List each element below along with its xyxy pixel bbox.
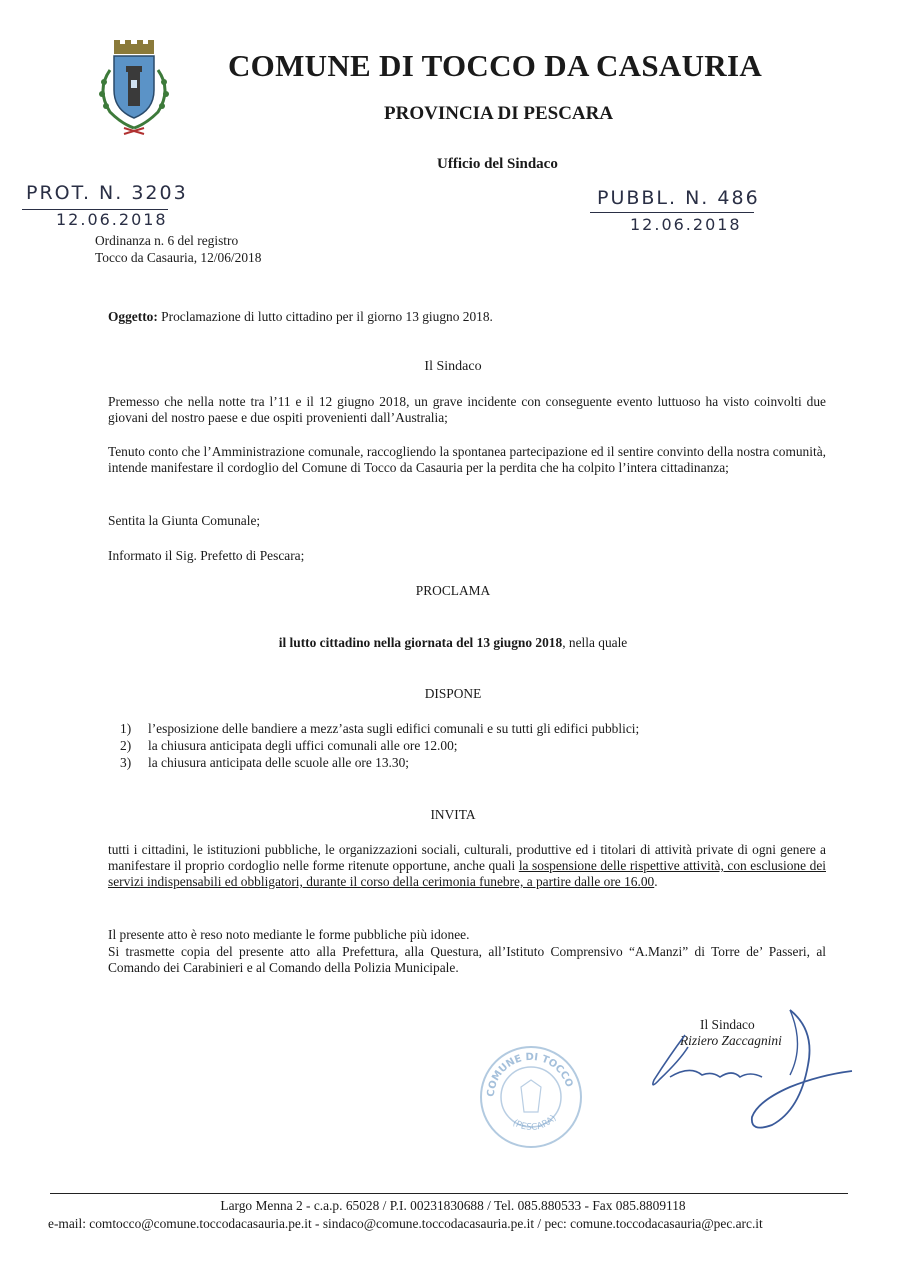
- list-item: [120, 721, 639, 737]
- closing-paragraph: Si trasmette copia del presente atto alla Prefettura, alla Questura, all’Istituto Comprensivo “A.Manzi” di Torre de’ Passeri, al Comando dei Carabinieri e al Comando della Polizia Municipale.: [108, 944, 826, 975]
- proclama-statement: [0, 635, 906, 651]
- footer-address: Largo Menna 2 - c.a.p. 65028 / P.I. 00231830688 / Tel. 085.880533 - Fax 085.8809118: [220, 1198, 686, 1213]
- dispone-heading: DISPONE: [424, 686, 482, 701]
- invita-paragraph: [108, 842, 826, 890]
- municipal-stamp: [476, 1042, 586, 1152]
- list-text: la chiusura anticipata delle scuole alle ore 13.30;: [148, 755, 410, 770]
- footer-contacts: e-mail: comtocco@comune.toccodacasauria.pe.it - sindaco@comune.toccodacasauria.pe.it / pec: comune.toccodacasauria@pec.arc.it: [48, 1216, 763, 1231]
- place-and-date: Tocco da Casauria, 12/06/2018: [95, 250, 262, 265]
- footer-divider: [50, 1193, 848, 1194]
- list-text: la chiusura anticipata degli uffici comunali alle ore 12.00;: [148, 738, 458, 753]
- handwritten-signature: [640, 1005, 870, 1140]
- handwritten-publication-date: 12.06.2018: [630, 215, 742, 234]
- list-number: 1): [120, 721, 132, 736]
- invita-underlined-text: la sospensione delle rispettive attività, con esclusione dei servizi indispensabili ed obbligatori, durante il corso della cerimonia funebre, a partire dalle ore 16.00: [108, 858, 826, 889]
- handwritten-protocol-date: 12.06.2018: [56, 210, 168, 229]
- list-item: [120, 755, 409, 771]
- office-heading: Ufficio del Sindaco: [437, 156, 558, 172]
- premise-paragraph: Premesso che nella notte tra l’11 e il 12 giugno 2018, un grave incidente con conseguente evento luttuoso ha visto coinvolti due giovani del nostro paese e due ospiti provenienti dall’Australia;: [108, 394, 826, 425]
- province-subtitle: PROVINCIA DI PESCARA: [384, 103, 614, 124]
- handwritten-underline: [590, 212, 754, 213]
- closing-paragraph: Il presente atto è reso noto mediante le forme pubbliche più idonee.: [108, 927, 470, 942]
- mayor-heading: Il Sindaco: [424, 359, 482, 374]
- invita-text: tutti i cittadini, le istituzioni pubbliche, le organizzazioni sociali, culturali, produttive ed i titolari di attività private di ogni genere a manifestare il proprio cordoglio nelle forme ritenute opportune, anche quali: [108, 842, 826, 873]
- proclama-tail: , nella quale: [562, 635, 628, 650]
- list-number: 3): [120, 755, 132, 770]
- signature-name: Riziero Zaccagnini: [680, 1033, 782, 1048]
- municipal-crest-logo: [92, 40, 178, 136]
- subject-line: [108, 309, 493, 325]
- list-item: [120, 738, 458, 754]
- premise-paragraph: Tenuto conto che l’Amministrazione comunale, raccogliendo la spontanea partecipazione ed il sentire convinto della nostra comunità, intende manifestare il cordoglio del Comune di Tocco da Casauria per la perdita che ha colpito l’intera cittadinanza;: [108, 444, 826, 475]
- invita-text-end: .: [654, 874, 658, 889]
- subject-label: Oggetto:: [108, 309, 158, 324]
- proclama-bold-text: il lutto cittadino nella giornata del 13 giugno 2018: [278, 635, 563, 650]
- ordinance-number: Ordinanza n. 6 del registro: [95, 233, 239, 248]
- subject-text: Proclamazione di lutto cittadino per il giorno 13 giugno 2018.: [157, 309, 493, 324]
- svg-text:(PESCARA): [511, 1113, 559, 1132]
- premise-paragraph: Sentita la Giunta Comunale;: [108, 513, 261, 528]
- list-number: 2): [120, 738, 132, 753]
- stamp-text: COMUNE DI TOCCO: [485, 1051, 575, 1098]
- municipality-title: COMUNE DI TOCCO DA CASAURIA: [228, 48, 763, 83]
- handwritten-protocol-number: PROT. N. 3203: [26, 182, 188, 204]
- premise-paragraph: Informato il Sig. Prefetto di Pescara;: [108, 548, 305, 563]
- handwritten-publication-number: PUBBL. N. 486: [597, 187, 760, 209]
- list-text: l’esposizione delle bandiere a mezz’asta sugli edifici comunali e su tutti gli edifici pubblici;: [148, 721, 640, 736]
- proclama-heading: PROCLAMA: [415, 583, 491, 598]
- signature-role: Il Sindaco: [700, 1017, 755, 1032]
- stamp-bottom-text: (PESCARA): [510, 1113, 559, 1133]
- invita-heading: INVITA: [430, 807, 476, 822]
